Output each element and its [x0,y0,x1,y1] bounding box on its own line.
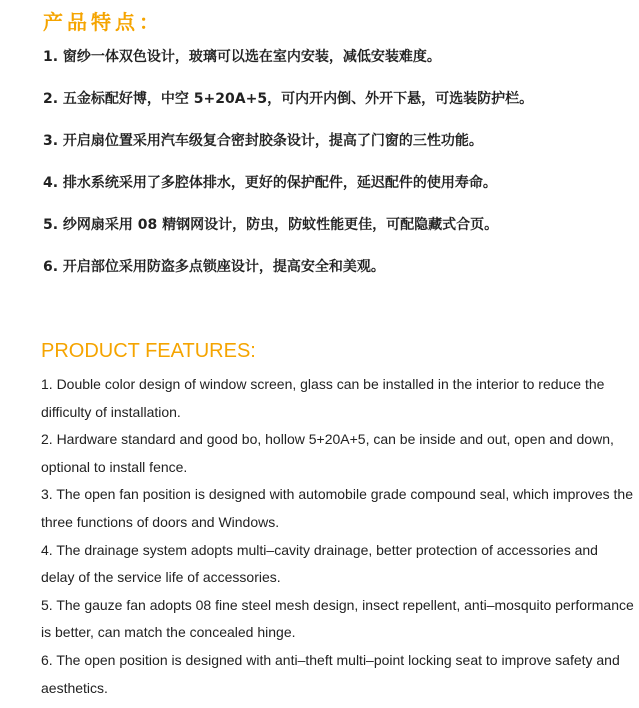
english-feature-item-2: 2. Hardware standard and good bo, hollow 5+20A+5, can be inside and out, open and down, optional to install fence. [41,431,614,475]
chinese-feature-item-6: 6. 开启部位采用防盗多点锁座设计，提高安全和美观。 [43,259,385,275]
chinese-feature-list [43,47,633,299]
chinese-feature-item-2: 2. 五金标配好博，中空 5+20A+5，可内开内倒、外开下悬，可选装防护栏。 [43,91,534,107]
chinese-feature-item-1: 1. 窗纱一体双色设计，玻璃可以选在室内安装，减低安装难度。 [43,49,441,65]
english-feature-item-1: 1. Double color design of window screen, glass can be installed in the interior to reduce the difficulty of installation. [41,376,605,420]
english-feature-item-5: 5. The gauze fan adopts 08 fine steel mesh design, insect repellent, anti–mosquito performance is better, can match the concealed hinge. [41,596,634,641]
english-feature-list [41,371,635,702]
english-section-title: PRODUCT FEATURES: [41,340,256,362]
chinese-feature-item-5: 5. 纱网扇采用 08 精钢网设计，防虫，防蚊性能更佳，可配隐藏式合页。 [43,217,499,233]
chinese-section-title: 产品特点： [43,10,163,34]
chinese-feature-item-3: 3. 开启扇位置采用汽车级复合密封胶条设计，提高了门窗的三性功能。 [43,133,483,149]
english-feature-item-6: 6. The open position is designed with anti–theft multi–point locking seat to improve safety and aesthetics. [41,651,620,696]
chinese-feature-item-4: 4. 排水系统采用了多腔体排水，更好的保护配件，延迟配件的使用寿命。 [43,175,497,191]
english-feature-item-3: 3. The open fan position is designed with automobile grade compound seal, which improves the three functions of doors and Windows. [41,486,633,530]
english-feature-item-4: 4. The drainage system adopts multi–cavity drainage, better protection of accessories and delay of the service life of accessories. [41,541,598,586]
